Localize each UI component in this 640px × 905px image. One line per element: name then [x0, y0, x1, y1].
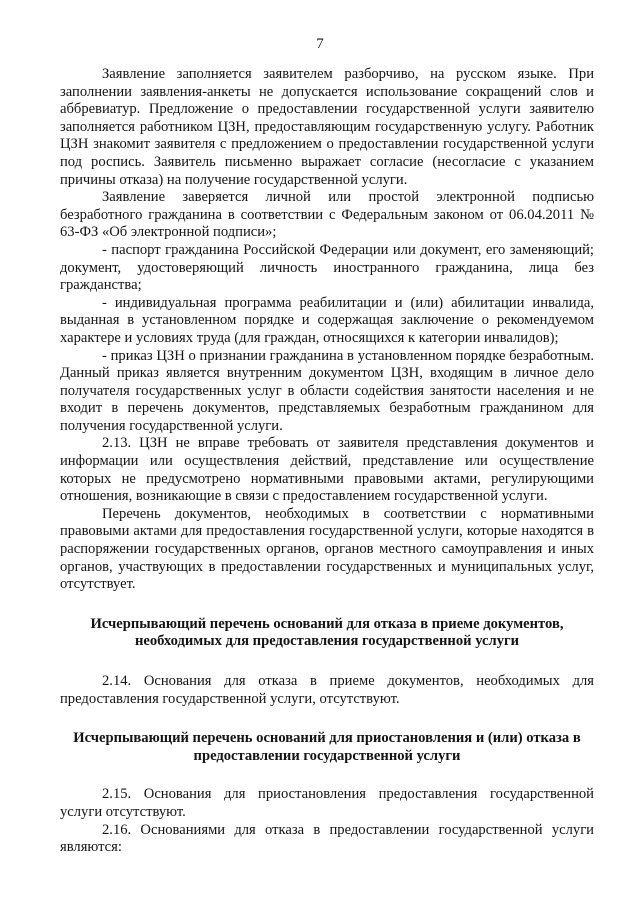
document-body [60, 66, 594, 857]
paragraph-2-13: 2.13. ЦЗН не вправе требовать от заявителя представления документов и информации или осуществления действий, представление или осуществление которых не предусмотрено нормативными правовыми актами, регулирующими отношения, возникающие в связи с предоставлением государственной услуги. [60, 435, 594, 505]
paragraph-documents-list: Перечень документов, необходимых в соответствии с нормативными правовыми актами для предоставления государственной услуги, которые находятся в распоряжении государственных органов, органов местного самоуправления и иных органов, участвующих в предоставлении государственных и муниципальных услуг, отсутствует. [60, 505, 594, 593]
list-item-passport: - паспорт гражданина Российской Федерации или документ, его заменяющий; документ, удостоверяющий личность иностранного гражданина, лица без гражданства; [60, 241, 594, 294]
page-number: 7 [316, 36, 324, 52]
section-heading-refusal-acceptance: Исчерпывающий перечень оснований для отказа в приеме документов, необходимых для предоставления государственной услуги [90, 615, 564, 650]
paragraph-application-signature: Заявление заверяется личной или простой электронной подписью безработного гражданина в соответствии с Федеральным законом от 06.04.2011 № 63-ФЗ «Об электронной подписи»; [60, 189, 594, 241]
paragraph-2-14: 2.14. Основания для отказа в приеме документов, необходимых для предоставления государственной услуги, отсутствуют. [60, 673, 594, 707]
paragraph-application-filling: Заявление заполняется заявителем разборчиво, на русском языке. При заполнении заявления-анкеты не допускается использование сокращений слов и аббревиатур. Предложение о предоставлении государственной услуги заявителю заполняется работником ЦЗН, предоставляющим государственную услугу. Работник ЦЗН знакомит заявителя с предложением о предоставлении государственной услуги под роспись. Заявитель письменно выражает согласие (несогласие с указанием причины отказа) на получение государственной услуги. [60, 66, 594, 188]
list-item-rehabilitation-program: - индивидуальная программа реабилитации и (или) абилитации инвалида, выданная в установленном порядке и содержащая заключение о рекомендуемом характере и условиях труда (для граждан, относящихся к категории инвалидов); [60, 294, 594, 346]
paragraph-2-15: 2.15. Основания для приостановления предоставления государственной услуги отсутствуют. [60, 786, 594, 820]
list-item-czn-order: - приказ ЦЗН о признании гражданина в установленном порядке безработным. Данный приказ является внутренним документом ЦЗН, входящим в личное дело получателя государственных услуг в области содействия занятости населения и не входит в перечень документов, представляемых безработным гражданином для получения государственной услуги. [60, 347, 594, 434]
paragraph-2-16: 2.16. Основаниями для отказа в предоставлении государственной услуги являются: [60, 821, 594, 856]
section-heading-suspension-refusal: Исчерпывающий перечень оснований для приостановления и (или) отказа в предоставлении государственной услуги [73, 730, 581, 764]
